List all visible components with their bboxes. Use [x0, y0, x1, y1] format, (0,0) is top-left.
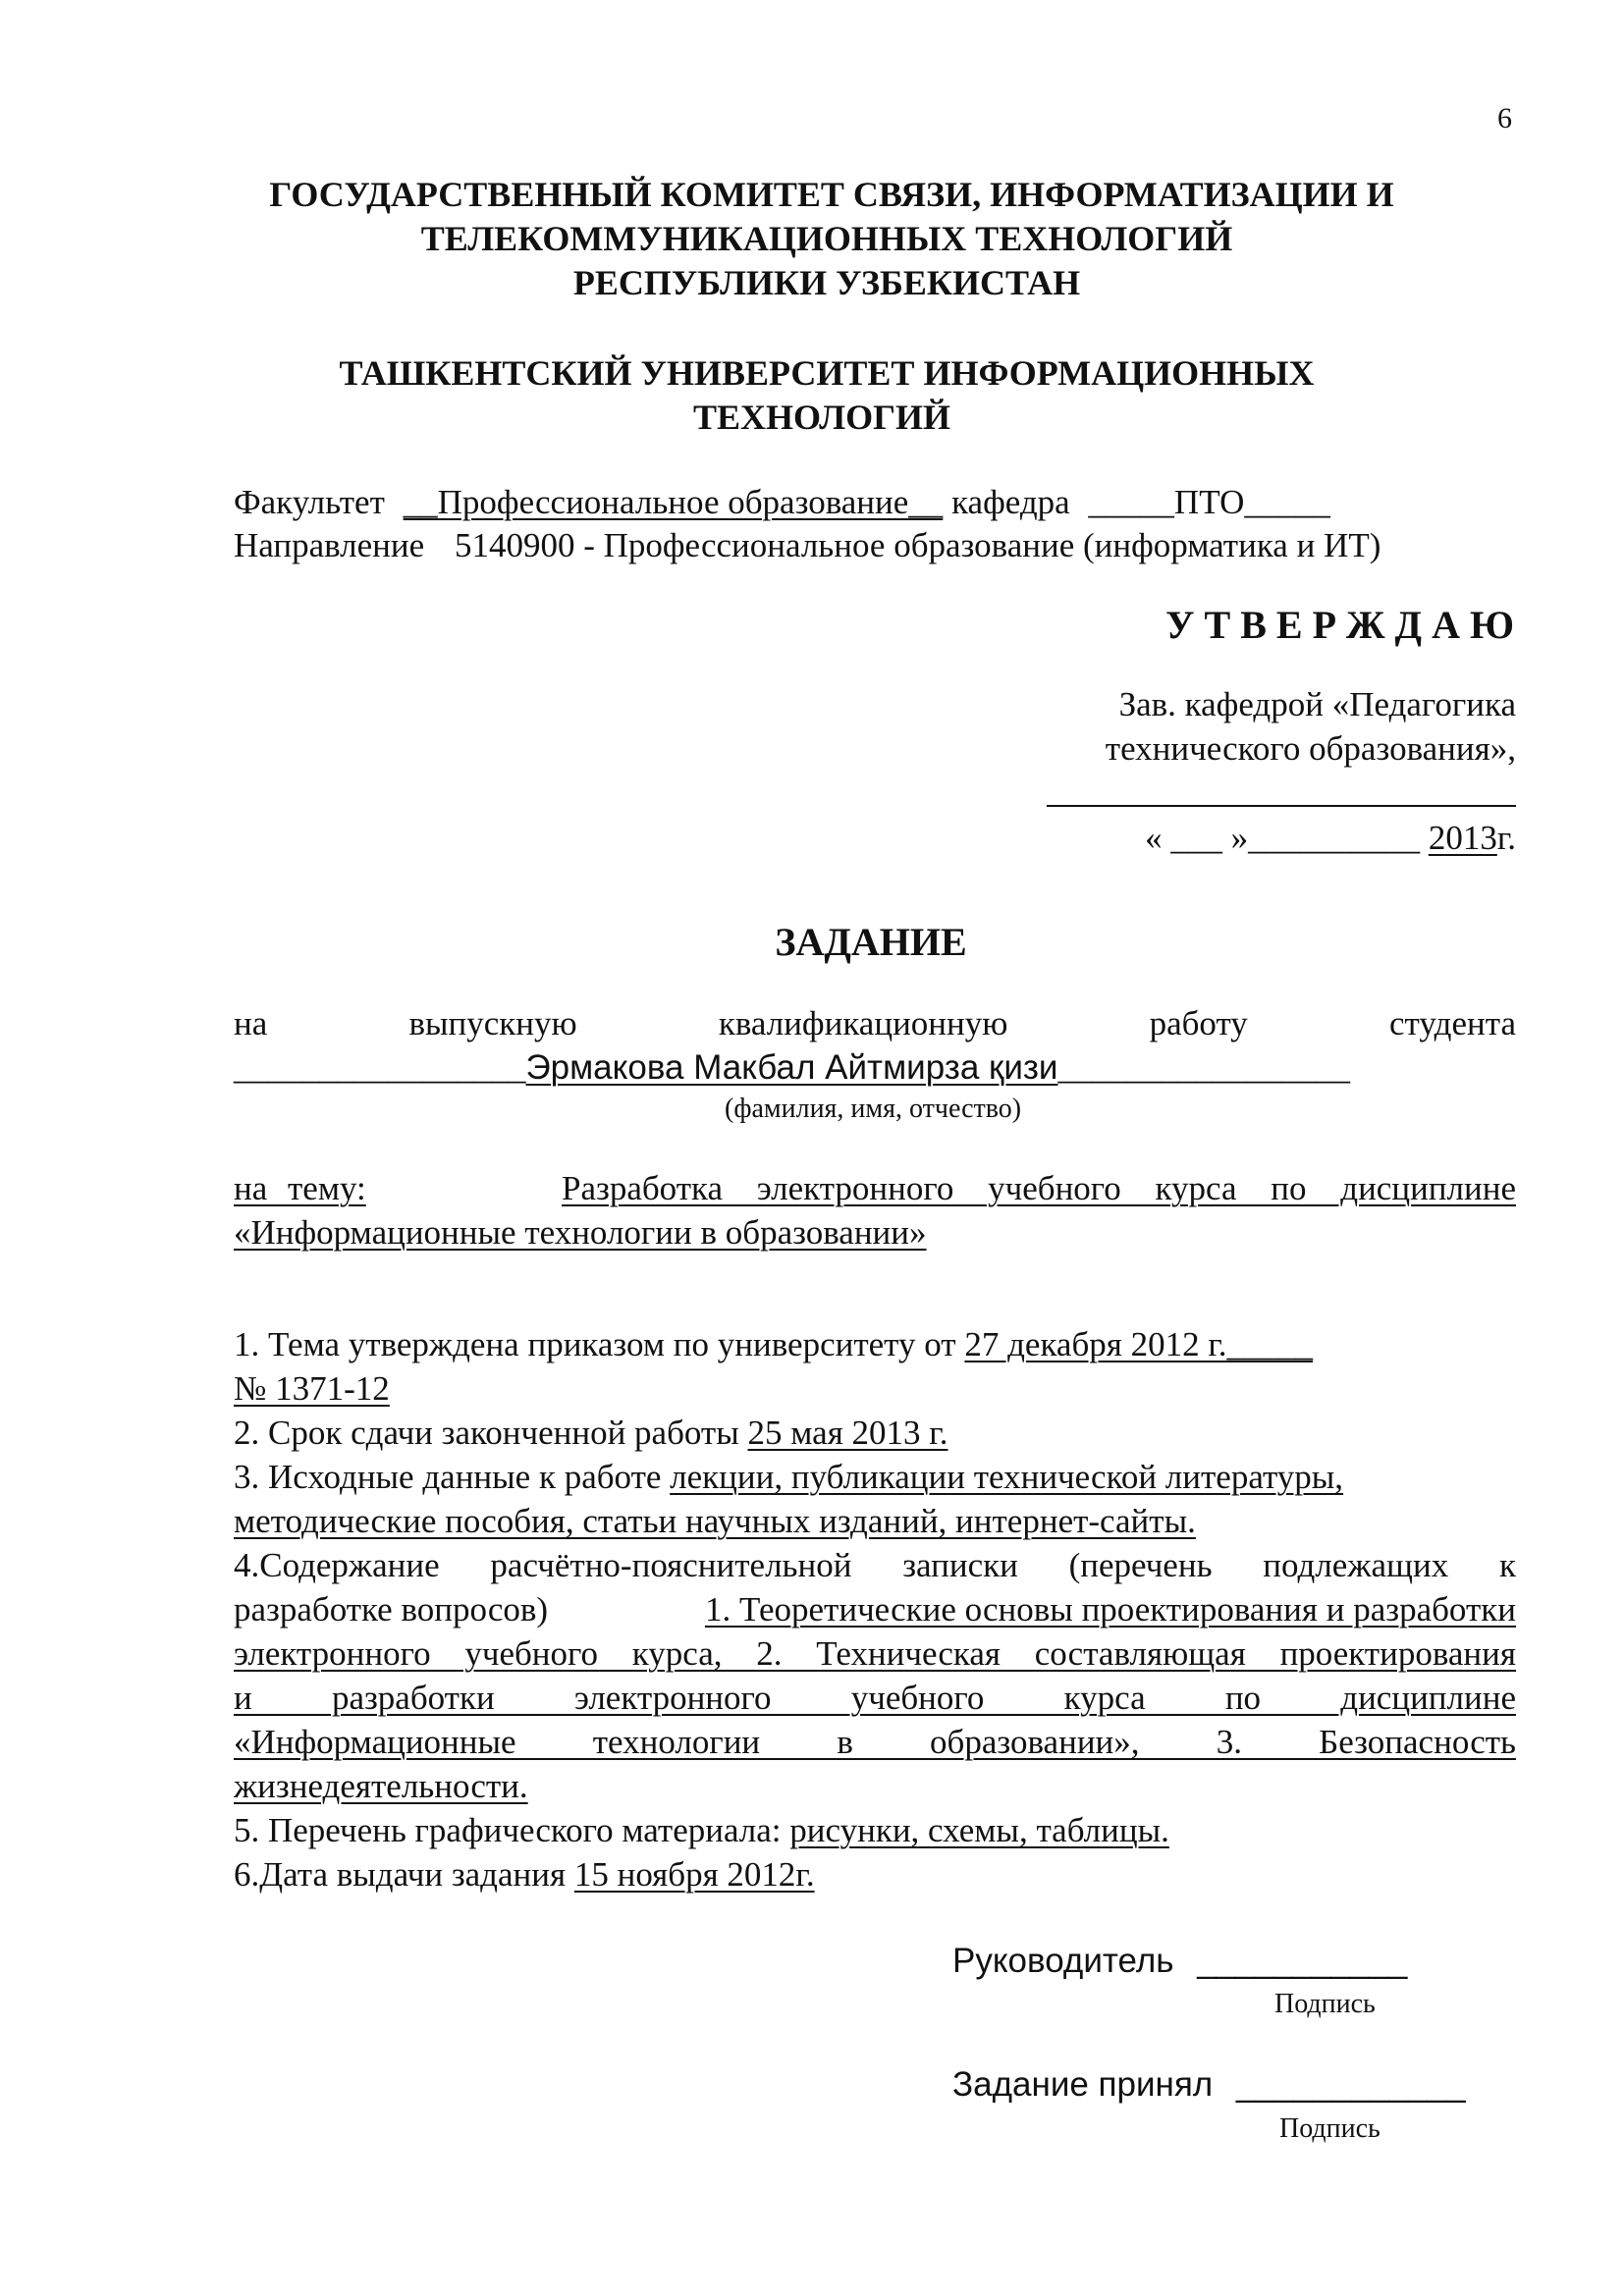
- accepted-label: Задание принял: [952, 2065, 1214, 2104]
- faculty-row: [234, 485, 1330, 519]
- item-2-label: 2. Срок сдачи законченной работы: [234, 1414, 748, 1452]
- item-3: [234, 1460, 1343, 1494]
- item-1-label: 1. Тема утверждена приказом по университету от: [234, 1325, 965, 1363]
- approval-date-prefix: « ___ »__________: [1145, 819, 1429, 857]
- faculty-value: __Профессиональное образование__: [403, 483, 944, 521]
- direction-label: Направление: [234, 526, 425, 564]
- item-4-line-2-label: разработке вопросов): [234, 1590, 549, 1629]
- approval-line-1: Зав. кафедрой «Педагогика: [1118, 685, 1516, 723]
- faculty-label: Факультет: [234, 483, 385, 521]
- accepted-caption: Подпись: [1279, 2113, 1380, 2144]
- item-3-label: 3. Исходные данные к работе: [234, 1458, 671, 1496]
- supervisor-caption: Подпись: [1274, 1989, 1376, 2019]
- approval-date: [1145, 821, 1516, 855]
- intro-word-5: студента: [1388, 1004, 1516, 1042]
- item-1-value: 27 декабря 2012 г._____: [964, 1325, 1314, 1363]
- direction-value: 5140900 - Профессиональное образование (информатика и ИТ): [454, 526, 1381, 564]
- item-5: [234, 1813, 1169, 1847]
- intro-word-2: выпускную: [408, 1004, 577, 1042]
- topic-label: на тему:: [234, 1169, 366, 1207]
- topic-line-2: «Информационные технологии в образовании»: [234, 1213, 927, 1252]
- item-4-line-5: «Информационные технологии в образовании», 3. Безопасность: [234, 1723, 1516, 1761]
- supervisor-row: [952, 1944, 1407, 1978]
- committee-line-2: ТЕЛЕКОММУНИКАЦИОННЫХ ТЕХНОЛОГИЙ: [420, 219, 1233, 258]
- intro-word-3: квалификационную: [718, 1004, 1008, 1042]
- item-4-line-4: и разработки электронного учебного курса по дисциплине: [234, 1679, 1516, 1717]
- student-suffix-line: _________________: [1057, 1048, 1350, 1087]
- university-line-2: ТЕХНОЛОГИЙ: [693, 398, 950, 437]
- item-4-line-3: электронного учебного курса, 2. Техническая составляющая проектирования: [234, 1634, 1516, 1673]
- topic-line-1: [234, 1171, 1516, 1205]
- topic-text-1: Разработка электронного учебного курса по дисциплине: [562, 1169, 1516, 1207]
- item-2-value: 25 мая 2013 г.: [747, 1414, 948, 1452]
- department-value: _____ПТО_____: [1088, 483, 1330, 521]
- assignment-intro: [234, 1006, 1516, 1041]
- item-1-number: № 1371-12: [234, 1369, 390, 1408]
- item-4-line-6: жизнедеятельности.: [234, 1767, 528, 1805]
- item-5-value: рисунки, схемы, таблицы.: [789, 1811, 1169, 1849]
- approval-date-suffix: г.: [1496, 819, 1516, 857]
- student-caption: (фамилия, имя, отчество): [725, 1094, 1022, 1124]
- committee-line-3: РЕСПУБЛИКИ УЗБЕКИСТАН: [572, 263, 1081, 302]
- page-number: 6: [1497, 102, 1512, 134]
- approval-line-2: технического образования»,: [1105, 729, 1516, 768]
- university-line-1: ТАШКЕНТСКИЙ УНИВЕРСИТЕТ ИНФОРМАЦИОННЫХ: [339, 353, 1315, 393]
- accepted-row: [952, 2067, 1466, 2102]
- intro-word-1: на: [234, 1004, 268, 1042]
- student-row: [234, 1050, 1350, 1085]
- item-6-label: 6.Дата выдачи задания: [234, 1855, 574, 1894]
- item-6: [234, 1857, 815, 1892]
- student-name: Эрмакова Макбал Айтмирза қизи: [525, 1048, 1058, 1087]
- item-6-value: 15 ноября 2012г.: [573, 1855, 815, 1894]
- approval-signature-line: [1047, 805, 1516, 807]
- item-1: [234, 1327, 1313, 1362]
- intro-word-4: работу: [1149, 1004, 1248, 1042]
- item-5-label: 5. Перечень графического материала:: [234, 1811, 790, 1849]
- approval-date-year: 2013: [1428, 819, 1497, 857]
- accepted-signature-line: ____________: [1235, 2065, 1466, 2104]
- committee-line-1: ГОСУДАРСТВЕННЫЙ КОМИТЕТ СВЯЗИ, ИНФОРМАТИЗАЦИИ И: [269, 175, 1394, 214]
- item-4-line-2-value: 1. Теоретические основы проектирования и разработки: [704, 1590, 1516, 1629]
- item-3-value-1: лекции, публикации технической литературы,: [670, 1458, 1344, 1496]
- supervisor-signature-line: ___________: [1197, 1942, 1408, 1980]
- approval-title: У Т В Е Р Ж Д А Ю: [1165, 603, 1514, 647]
- supervisor-label: Руководитель: [952, 1942, 1174, 1980]
- student-prefix-line: _________________: [234, 1048, 526, 1087]
- item-4-line-2: [234, 1592, 1516, 1627]
- item-4-line-1: 4.Содержание расчётно-пояснительной записки (перечень подлежащих к: [234, 1546, 1516, 1584]
- item-2: [234, 1415, 947, 1450]
- assignment-title: ЗАДАНИЕ: [775, 920, 967, 964]
- department-label: кафедра: [951, 483, 1070, 521]
- item-3-value-2: методические пособия, статьи научных изданий, интернет-сайты.: [234, 1502, 1196, 1540]
- direction-row: [234, 528, 1380, 562]
